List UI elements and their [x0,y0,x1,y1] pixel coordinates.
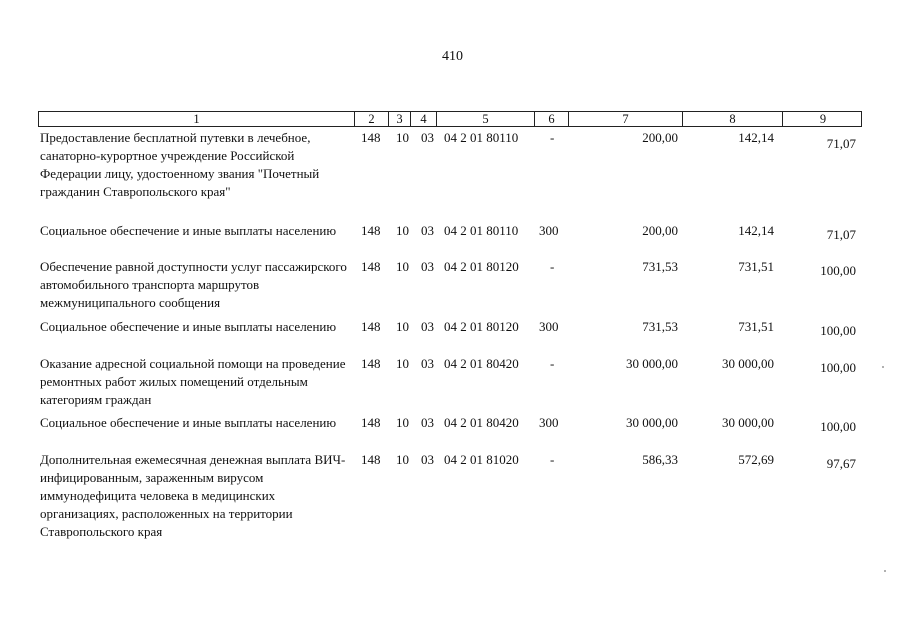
row-col-9: 97,67 [826,456,856,471]
row-col-6: - [550,356,555,371]
row-description: Дополнительная ежемесячная денежная выплата ВИЧ-инфицированным, зараженным вирусом иммунодефицита человека в медицинских организациях, расположенных на территории Ставропольского края [40,452,346,539]
row-col-6: 300 [539,415,559,430]
row-col-8: 142,14 [738,130,774,145]
row-col-6: - [550,130,555,145]
row-col-3: 10 [396,319,409,334]
row-description: Социальное обеспечение и иные выплаты населению [40,223,337,238]
row-col-8: 731,51 [738,319,774,334]
row-col-5: 04 2 01 81020 [444,452,519,467]
header-col-4: 4 [411,112,437,126]
row-col-4: 03 [421,130,434,145]
row-col-7: 731,53 [642,259,678,274]
row-col-2: 148 [361,319,381,334]
header-col-8: 8 [683,112,783,126]
row-col-9: 100,00 [820,419,856,434]
row-description: Предоставление бесплатной путевки в лечебное, санаторно-курортное учреждение Российской Федерации лицу, удостоенному звания "Почетный гражданин Ставропольского края" [40,130,320,199]
header-col-1: 1 [39,112,355,126]
row-col-6: 300 [539,223,559,238]
row-col-9: 100,00 [820,360,856,375]
row-col-3: 10 [396,415,409,430]
row-col-8: 572,69 [738,452,774,467]
scan-speck [882,366,884,368]
scan-speck [884,570,886,572]
row-col-5: 04 2 01 80120 [444,319,519,334]
row-col-7: 200,00 [642,130,678,145]
row-col-9: 71,07 [826,227,856,242]
header-col-7: 7 [569,112,683,126]
row-col-4: 03 [421,415,434,430]
row-col-3: 10 [396,130,409,145]
row-col-3: 10 [396,223,409,238]
row-col-8: 731,51 [738,259,774,274]
row-col-9: 100,00 [820,263,856,278]
row-col-2: 148 [361,452,381,467]
row-col-2: 148 [361,130,381,145]
row-col-3: 10 [396,356,409,371]
row-col-4: 03 [421,356,434,371]
row-col-5: 04 2 01 80110 [444,130,519,145]
header-col-6: 6 [535,112,569,126]
row-col-2: 148 [361,223,381,238]
row-col-5: 04 2 01 80120 [444,259,519,274]
row-col-8: 30 000,00 [722,415,774,430]
header-col-3: 3 [389,112,411,126]
row-col-8: 142,14 [738,223,774,238]
row-col-4: 03 [421,259,434,274]
row-col-7: 30 000,00 [626,356,678,371]
row-col-7: 586,33 [642,452,678,467]
row-col-3: 10 [396,452,409,467]
row-col-6: - [550,259,555,274]
row-description: Социальное обеспечение и иные выплаты населению [40,415,337,430]
row-col-4: 03 [421,452,434,467]
row-col-7: 731,53 [642,319,678,334]
row-col-6: - [550,452,555,467]
row-col-8: 30 000,00 [722,356,774,371]
header-col-2: 2 [355,112,389,126]
table-header [38,111,862,127]
row-description: Социальное обеспечение и иные выплаты населению [40,319,337,334]
row-col-2: 148 [361,259,381,274]
row-col-2: 148 [361,356,381,371]
row-col-3: 10 [396,259,409,274]
row-col-9: 71,07 [826,136,856,151]
header-col-5: 5 [437,112,535,126]
row-col-4: 03 [421,223,434,238]
page-number: 410 [442,49,463,64]
row-col-5: 04 2 01 80420 [444,415,519,430]
row-col-7: 200,00 [642,223,678,238]
row-col-2: 148 [361,415,381,430]
row-description: Обеспечение равной доступности услуг пассажирского автомобильного транспорта маршрутов межмуниципального сообщения [40,259,347,310]
row-col-5: 04 2 01 80110 [444,223,519,238]
row-col-9: 100,00 [820,323,856,338]
row-col-4: 03 [421,319,434,334]
row-description: Оказание адресной социальной помощи на проведение ремонтных работ жилых помещений отдельным категориям граждан [40,356,346,407]
row-col-5: 04 2 01 80420 [444,356,519,371]
row-col-7: 30 000,00 [626,415,678,430]
row-col-6: 300 [539,319,559,334]
header-col-9: 9 [819,112,827,126]
